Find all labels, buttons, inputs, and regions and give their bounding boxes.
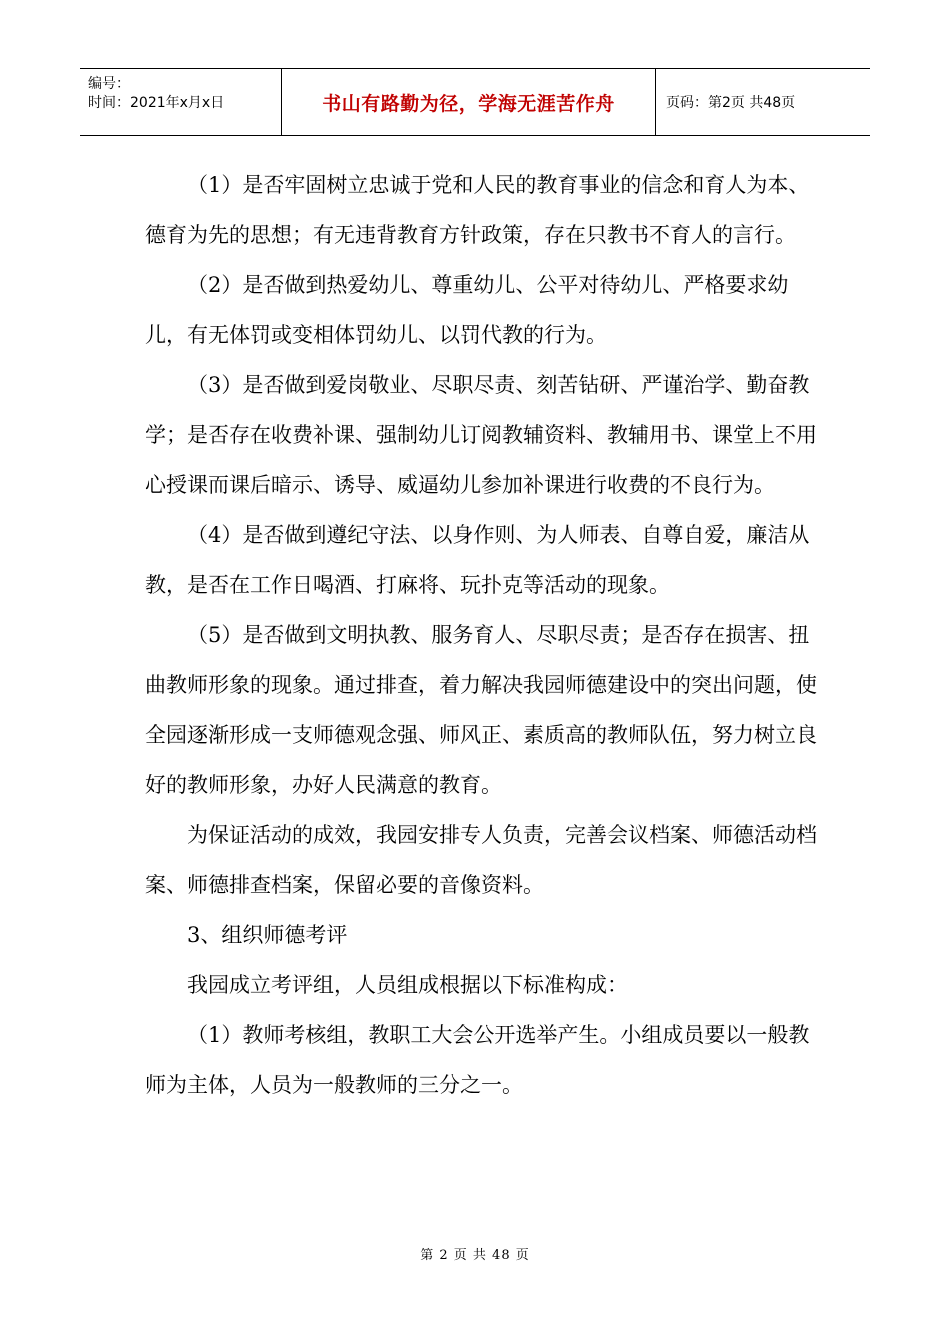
paragraph-item-3: （3）是否做到爱岗敬业、尽职尽责、刻苦钻研、严谨治学、勤奋教学；是否存在收费补课、强制幼儿订阅教辅资料、教辅用书、课堂上不用心授课而课后暗示、诱导、威逼幼儿参加补课进行收费的不良行为。 [145,373,817,497]
header-meta-cell [80,69,282,135]
page-footer: 第 2 页 共 48 页 [420,1248,530,1263]
page-header [80,68,870,136]
paragraph-archive-note: 为保证活动的成效，我园安排专人负责，完善会议档案、师德活动档案、师德排查档案，保留必要的音像资料。 [145,823,817,897]
paragraph-item-1: （1）是否牢固树立忠诚于党和人民的教育事业的信念和育人为本、德育为先的思想；有无违背教育方针政策，存在只教书不育人的言行。 [145,173,810,247]
header-page-info: 页码：第2页 共48页 [666,95,796,111]
header-motto: 书山有路勤为径，学海无涯苦作舟 [322,92,615,115]
document-number-label: 编号： [88,76,130,92]
header-page-cell [656,69,870,135]
header-motto-cell [282,69,656,135]
section-heading-ethics-evaluation: 3、组织师德考评 [187,923,348,947]
paragraph-item-2: （2）是否做到热爱幼儿、尊重幼儿、公平对待幼儿、严格要求幼儿，有无体罚或变相体罚幼儿、以罚代教的行为。 [145,273,789,347]
document-body [145,160,825,1110]
document-date-label: 时间：2021年x月x日 [88,95,225,111]
paragraph-evaluation-item-1: （1）教师考核组，教职工大会公开选举产生。小组成员要以一般教师为主体，人员为一般教师的三分之一。 [145,1023,810,1097]
paragraph-item-4: （4）是否做到遵纪守法、以身作则、为人师表、自尊自爱，廉洁从教，是否在工作日喝酒、打麻将、玩扑克等活动的现象。 [145,523,810,597]
paragraph-item-5: （5）是否做到文明执教、服务育人、尽职尽责；是否存在损害、扭曲教师形象的现象。通过排查，着力解决我园师德建设中的突出问题，使全园逐渐形成一支师德观念强、师风正、素质高的教师队伍，努力树立良好的教师形象，办好人民满意的教育。 [145,623,817,797]
paragraph-evaluation-group-intro: 我园成立考评组，人员组成根据以下标准构成： [187,973,628,997]
